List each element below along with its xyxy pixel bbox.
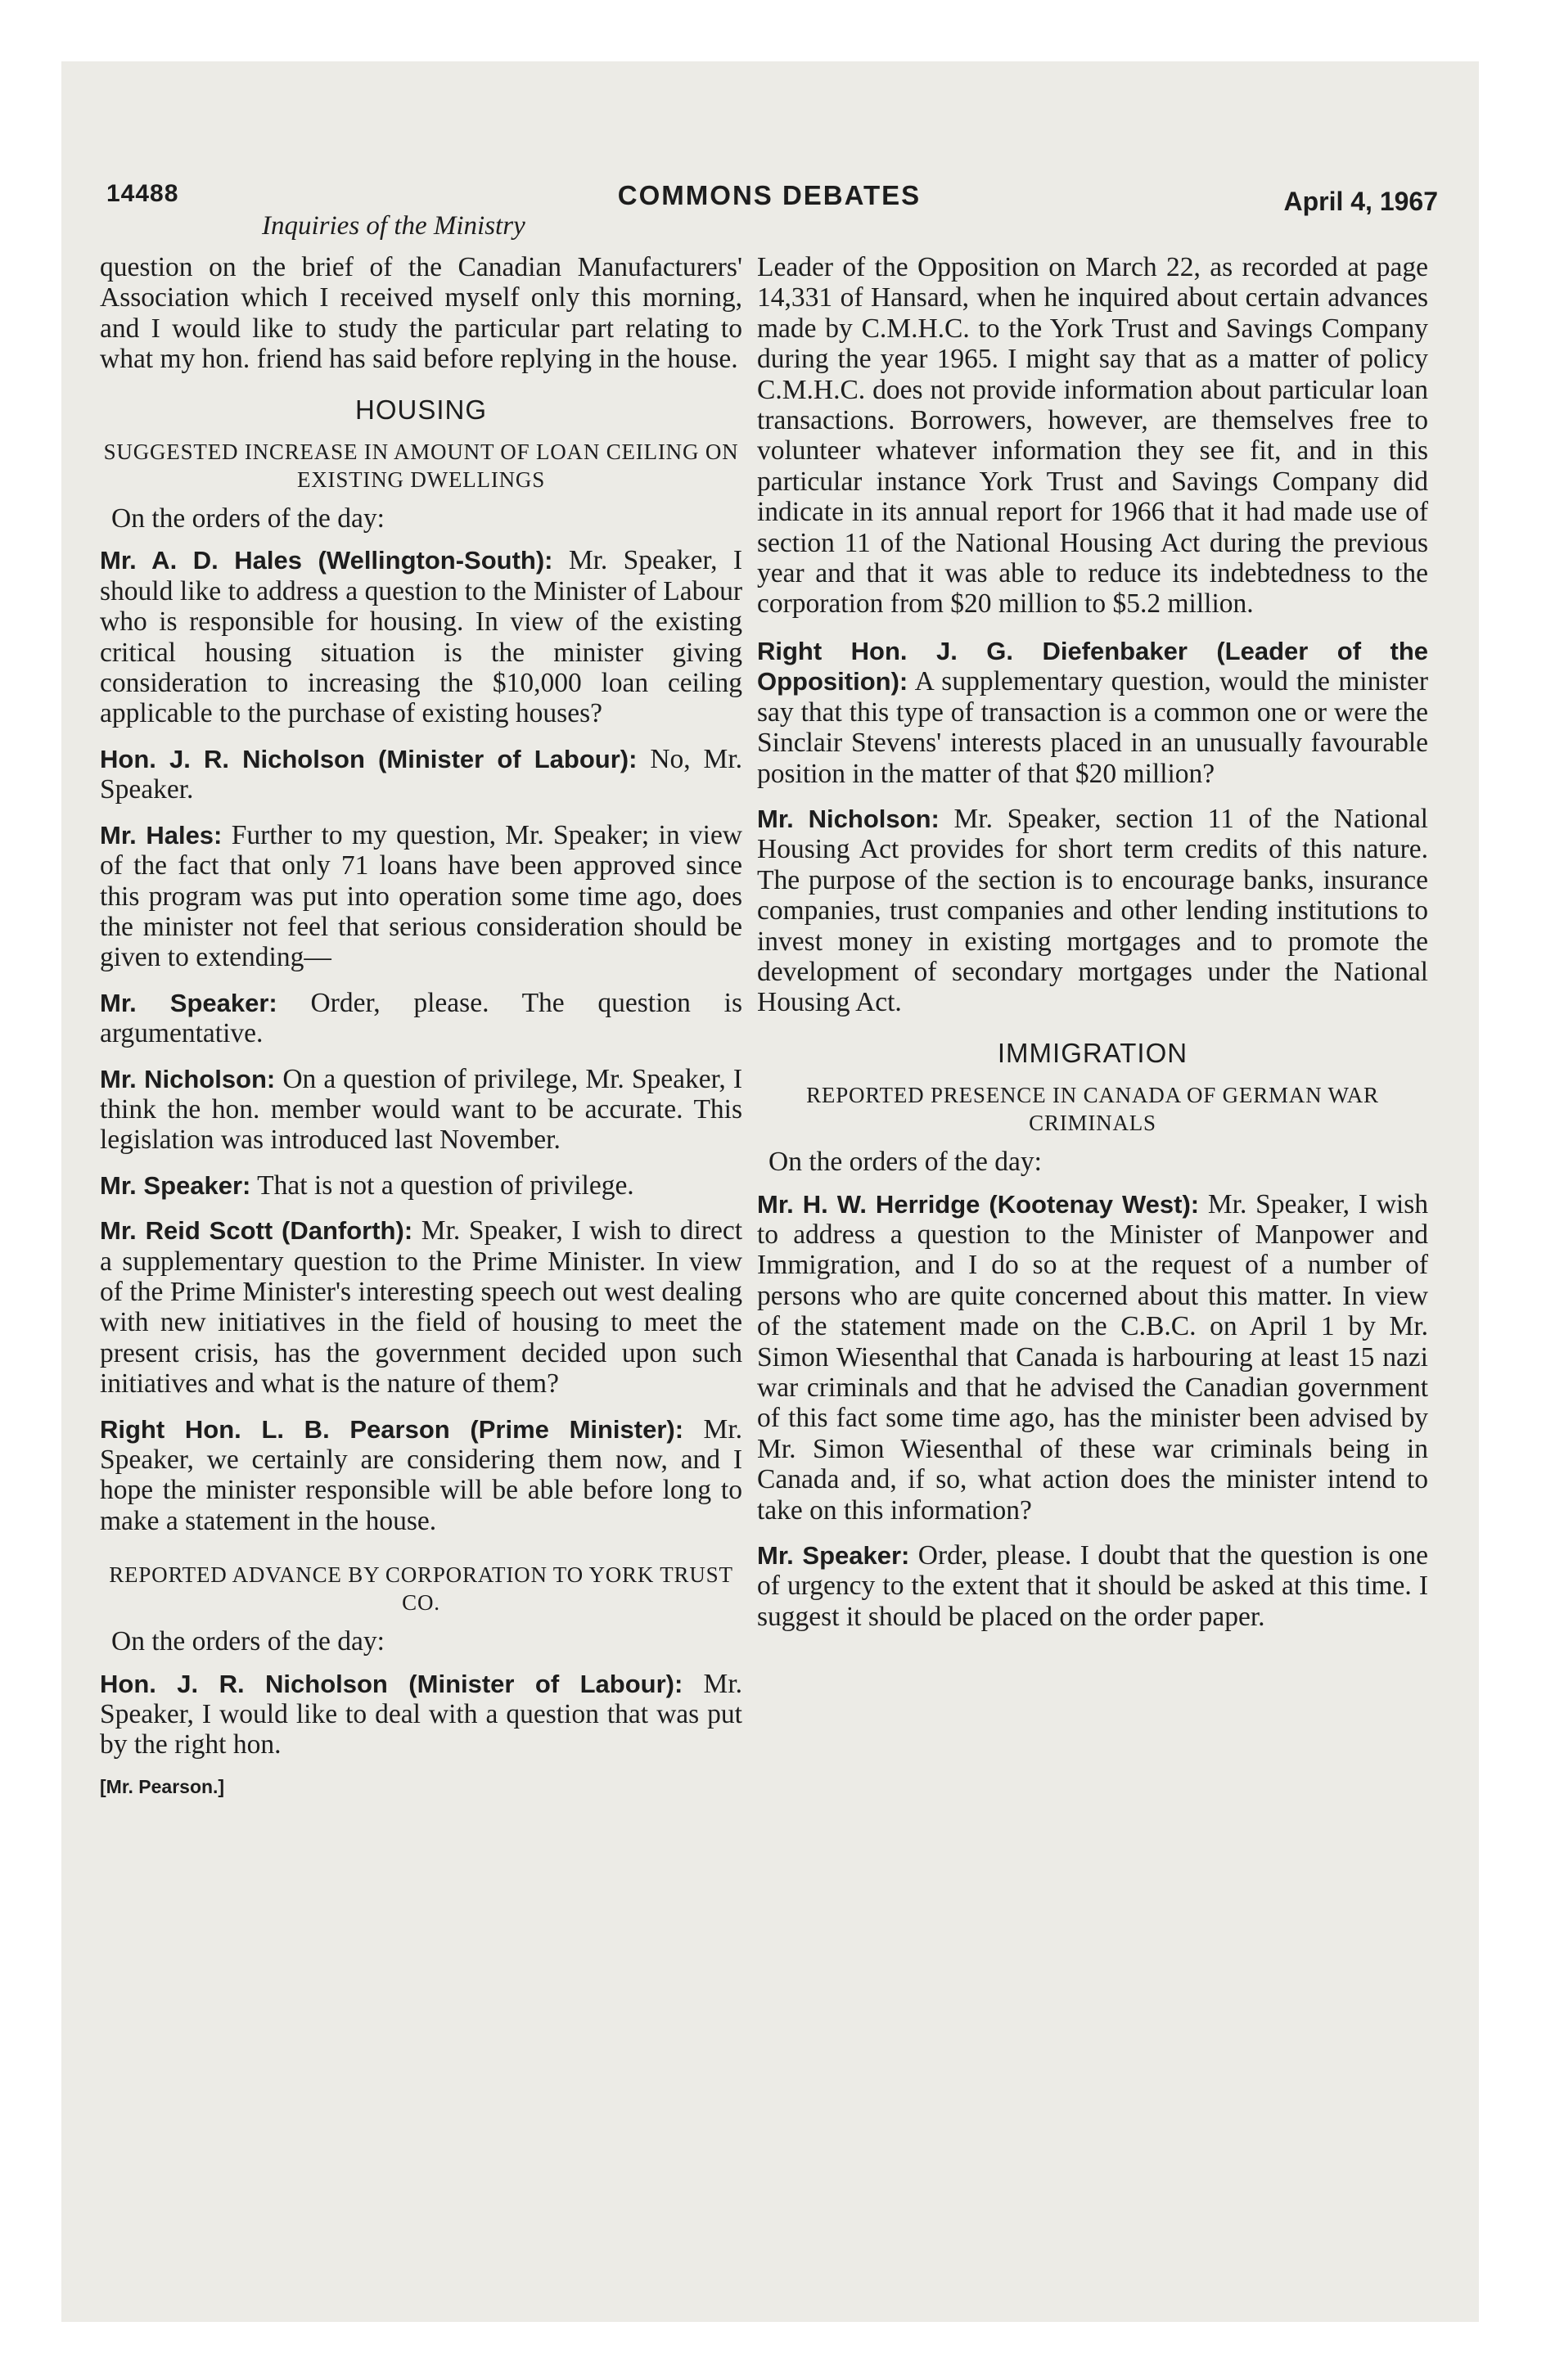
left-column (100, 252, 742, 1802)
subheading-york-trust: REPORTED ADVANCE BY CORPORATION TO YORK TRUST CO. (109, 1562, 733, 1616)
speech-text: Mr. Speaker, I wish to direct a supplementary question to the Prime Minister. In view of the Prime Minister's interesting speech out west dealing with new initiatives in the field of housing to meet the present crisis, has the government decided upon such initiatives and what is the nature of them? (100, 1215, 743, 1400)
speech-hales-2 (100, 820, 742, 973)
speech-nicholson-3 (100, 1669, 742, 1760)
speaker-name: Right Hon. L. B. Pearson (Prime Minister): (100, 1414, 684, 1444)
speaker-name: Right Hon. J. G. Diefenbaker (Leader of the Opposition): (757, 636, 1428, 696)
speaker-name: Hon. J. R. Nicholson (Minister of Labour): (100, 1669, 683, 1698)
speech-pearson (100, 1414, 742, 1537)
speaker-name: Mr. Nicholson: (757, 804, 940, 833)
speech-nicholson (100, 744, 742, 805)
speaker-name: Mr. Speaker: (757, 1541, 910, 1571)
paragraph: Leader of the Opposition on March 22, as recorded at page 14,331 of Hansard, when he inquired about certain advances made by C.M.H.C. to the York Trust and Savings Company during the year 1965. I might say that as a matter of policy C.M.H.C. does not provide information about particular loan transactions. Borrowers, however, are themselves free to volunteer whatever information they see fit, and in this particular instance York Trust and Savings Company did indicate in its annual report for 1966 that it had made use of section 11 of the National Housing Act during the previous year and that it was able to reduce its indebtedness to the corporation from $20 million to $5.2 million. (757, 252, 1428, 620)
speech-speaker (100, 988, 742, 1049)
publication-date: April 4, 1967 (1283, 187, 1438, 216)
speaker-name: Mr. Speaker: (100, 988, 277, 1017)
speech-hales (100, 545, 742, 728)
speech-text: Mr. Speaker, I should like to address a question to the Minister of Labour who is responsible for housing. In view of the existing critical housing situation is the minister giving consideration to increasing the $10,000 loan ceiling applicable to the purchase of existing houses? (100, 545, 743, 729)
orders-of-day: On the orders of the day: (111, 1626, 385, 1657)
speech-scott (100, 1215, 742, 1399)
speech-text: Further to my question, Mr. Speaker; in view of the fact that only 71 loans have been approved since this program was put into operation some time ago, does the minister not feel that serious consideration should be given to extending— (100, 819, 743, 973)
paragraph: question on the brief of the Canadian Manufacturers' Association which I received myself only this morning, and I would like to study the particular part relating to what my hon. friend has said before replying in the house. (100, 252, 742, 375)
subheading-war-criminals: REPORTED PRESENCE IN CANADA OF GERMAN WAR CRIMINALS (806, 1083, 1379, 1136)
speech-text: Order, please. I doubt that the question is one of urgency to the extent that it should be asked at this time. I suggest it should be placed on the order paper. (757, 1540, 1428, 1632)
speech-text: No, Mr. Speaker. (100, 743, 742, 805)
speaker-name: Mr. Speaker: (100, 1170, 251, 1200)
speech-text: Mr. Speaker, we certainly are considering them now, and I hope the minister responsible will be able before long to make a statement in the house. (100, 1413, 743, 1536)
speech-text: On a question of privilege, Mr. Speaker, I think the hon. member would want to be accurate. This legislation was introduced last November. (100, 1063, 742, 1156)
speaker-name: Mr. H. W. Herridge (Kootenay West): (757, 1189, 1200, 1219)
running-head: Inquiries of the Ministry (262, 211, 525, 241)
speaker-name: Mr. Nicholson: (100, 1064, 276, 1093)
speaker-name: Hon. J. R. Nicholson (Minister of Labour): (100, 744, 638, 773)
speech-nicholson-2 (100, 1064, 742, 1156)
right-column (757, 252, 1428, 1647)
section-heading-housing: HOUSING (354, 394, 487, 425)
speaker-name: Mr. Reid Scott (Danforth): (100, 1216, 413, 1246)
orders-of-day: On the orders of the day: (111, 503, 385, 534)
speech-herridge (757, 1189, 1428, 1526)
speaker-name: Mr. Hales: (100, 820, 223, 850)
speaker-name: Mr. A. D. Hales (Wellington-South): (100, 546, 553, 575)
speech-text: A supplementary question, would the minister say that this type of transaction is a common one or were the Sinclair Stevens' interests placed in an unusually favourable position in the matter of that $20 million? (757, 666, 1428, 789)
publication-title: COMMONS DEBATES (617, 180, 922, 210)
speech-diefenbaker (757, 636, 1428, 789)
speech-text: Mr. Speaker, section 11 of the National Housing Act provides for short term credits of this nature. The purpose of the section is to encourage banks, insurance companies, trust companies and other lending institutions to invest money in existing mortgages and to promote the development of secondary mortgages under the National Housing Act. (757, 803, 1428, 1018)
orders-of-day: On the orders of the day: (768, 1147, 1042, 1178)
speech-text: Mr. Speaker, I would like to deal with a question that was put by the right hon. (100, 1668, 743, 1760)
speech-nicholson-4 (757, 804, 1428, 1018)
speaker-reference-footer: [Mr. Pearson.] (100, 1775, 225, 1797)
speech-speaker-2 (100, 1170, 742, 1201)
speech-text: Order, please. The question is argumentative. (100, 987, 743, 1049)
subheading-loan-ceiling: SUGGESTED INCREASE IN AMOUNT OF LOAN CEILING ON EXISTING DWELLINGS (103, 439, 739, 493)
page-number: 14488 (106, 180, 179, 207)
speech-text: Mr. Speaker, I wish to address a question to the Minister of Manpower and Immigration, and I do so at the request of a number of persons who are quite concerned about this matter. In view of the statement made on the C.B.C. on April 1 by Mr. Simon Wiesenthal that Canada is harbouring at least 15 nazi war criminals and that he advised the Canadian government of this fact some time ago, has the minister been advised by Mr. Simon Wiesenthal of these war criminals being in Canada and, if so, what action does the minister intend to take on this information? (757, 1188, 1429, 1526)
section-heading-immigration: IMMIGRATION (997, 1037, 1188, 1068)
speech-speaker-3 (757, 1540, 1428, 1632)
speech-text: That is not a question of privilege. (257, 1170, 634, 1201)
